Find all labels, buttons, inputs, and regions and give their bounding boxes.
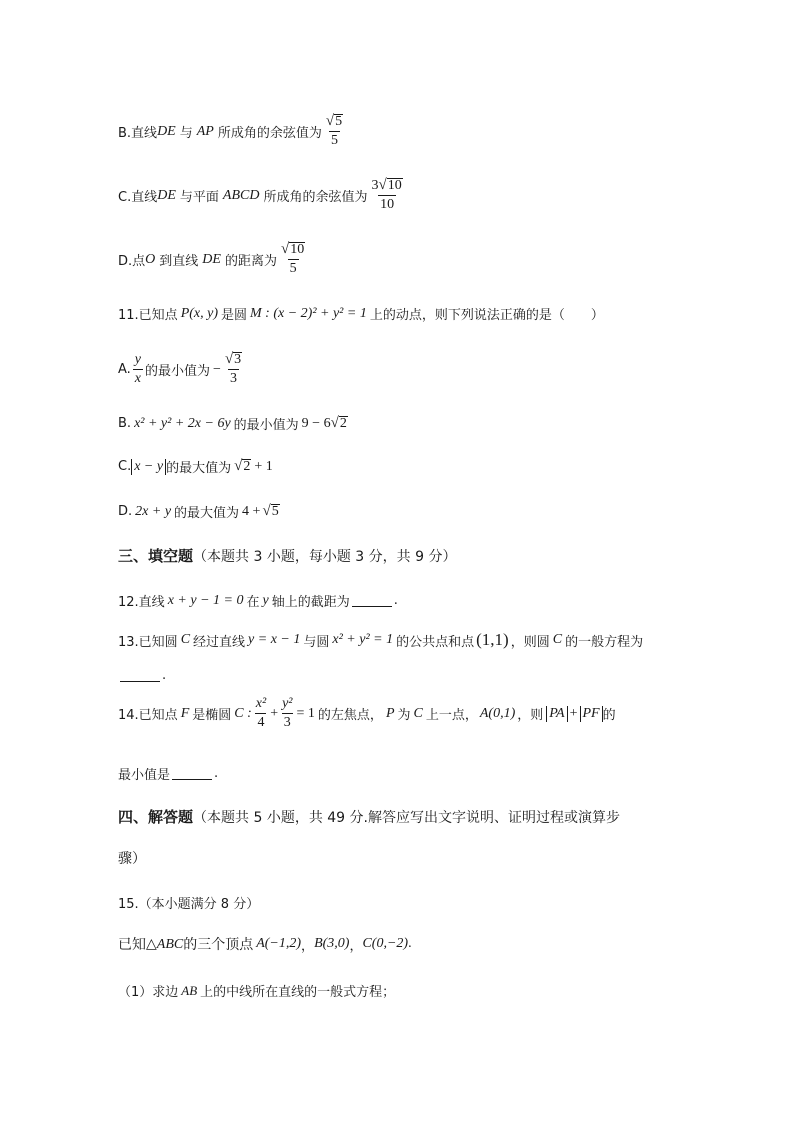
q11-option-a bbox=[118, 352, 246, 387]
line-ap: AP bbox=[196, 123, 214, 139]
denominator: 3 bbox=[283, 715, 291, 730]
option-label: B. bbox=[118, 416, 132, 431]
triangle-abc: △ABC bbox=[146, 936, 184, 952]
abs-pf: PF bbox=[580, 706, 603, 722]
option-b-text: 所成角的余弦值为 bbox=[217, 126, 322, 141]
plus-sign: + bbox=[270, 705, 279, 721]
vertex-c: C(0,−2) bbox=[362, 936, 409, 951]
line-de: DE bbox=[157, 123, 176, 139]
denominator: 10 bbox=[380, 197, 395, 212]
denominator: 5 bbox=[330, 133, 338, 148]
fraction-sqrt5-5: √ 5 5 bbox=[325, 113, 343, 148]
plane-abcd: ABCD bbox=[222, 187, 260, 203]
q14-mid4: 上一点， bbox=[425, 708, 478, 723]
point-p: P bbox=[385, 705, 395, 721]
q11-suffix: 上的动点，则下列说法正确的是（ ） bbox=[369, 308, 604, 323]
connector: 与平面 bbox=[179, 190, 219, 205]
option-d-label: D.点 bbox=[118, 254, 146, 269]
point-a: A(0,1) bbox=[479, 705, 516, 721]
circle-m-equation: M : (x − 2)² + y² = 1 bbox=[250, 305, 367, 321]
value-tail: + 1 bbox=[254, 458, 273, 474]
q14-line2: 最小值是 bbox=[118, 768, 171, 783]
fraction-sqrt10-5: √ 10 5 bbox=[280, 241, 305, 276]
q15-mid: 的三个顶点 bbox=[183, 937, 254, 953]
period: . bbox=[408, 936, 412, 951]
q14-prefix: 14.已知点 bbox=[118, 708, 178, 723]
period: . bbox=[214, 766, 219, 781]
section-note-cont: 骤） bbox=[118, 851, 146, 867]
comma: ， bbox=[301, 938, 315, 954]
option-text: 的最大值为 bbox=[166, 461, 232, 476]
numerator: x² bbox=[255, 696, 267, 711]
y-axis: y bbox=[262, 592, 269, 608]
plus-sign: + bbox=[569, 705, 578, 721]
option-text: 的最小值为 bbox=[233, 418, 299, 433]
q12-prefix: 12.直线 bbox=[118, 595, 165, 610]
q11-option-c: C. x − y 的最大值为 √ 2 + 1 bbox=[118, 457, 273, 476]
section-title: 四、解答题 bbox=[118, 808, 194, 826]
section-note: （本题共 3 小题，每小题 3 分，共 9 分） bbox=[193, 548, 457, 565]
denominator: 5 bbox=[289, 261, 297, 276]
option-text: 的最小值为 bbox=[145, 364, 211, 379]
option-b-label: B.直线 bbox=[118, 126, 158, 141]
denominator: 4 bbox=[257, 715, 265, 730]
q11-mid: 是圆 bbox=[221, 308, 248, 323]
numerator: y² bbox=[282, 696, 293, 711]
part-1-text: 上的中线所在直线的一般式方程； bbox=[200, 985, 396, 1000]
section-4-header bbox=[118, 806, 620, 827]
point-p: P(x, y) bbox=[180, 305, 218, 321]
period: . bbox=[162, 668, 167, 683]
connector: 与 bbox=[179, 126, 193, 141]
radicand: 2 bbox=[243, 458, 251, 474]
radicand: 5 bbox=[271, 503, 279, 519]
fraction-sqrt3-3: √ 3 3 bbox=[224, 351, 242, 386]
circle-c: C bbox=[180, 632, 191, 647]
equals-one: = 1 bbox=[296, 705, 315, 721]
q15-prefix: 已知 bbox=[118, 937, 146, 953]
section-4-header-line2 bbox=[118, 848, 146, 868]
vertex-a: A(−1,2) bbox=[256, 936, 302, 951]
option-c bbox=[118, 178, 407, 213]
radicand: 2 bbox=[339, 415, 347, 431]
question-14 bbox=[118, 696, 616, 731]
point-o: O bbox=[145, 251, 156, 267]
q11-prefix: 11.已知点 bbox=[118, 308, 178, 323]
q14-mid2: 的左焦点， bbox=[317, 708, 383, 723]
line-de: DE bbox=[202, 251, 221, 267]
section-title: 三、填空题 bbox=[118, 547, 194, 565]
q13-prefix: 13.已知圆 bbox=[118, 634, 178, 650]
fraction-3sqrt10-10: 3 √ 10 10 bbox=[371, 177, 402, 212]
section-3-header bbox=[118, 545, 456, 566]
question-11 bbox=[118, 304, 604, 323]
line-equation: x + y − 1 = 0 bbox=[167, 592, 244, 608]
point-f: F bbox=[180, 705, 190, 721]
side-ab: AB bbox=[181, 982, 198, 998]
q12-suffix: 轴上的截距为 bbox=[271, 595, 350, 610]
option-label: D. bbox=[118, 504, 133, 519]
radicand: 10 bbox=[387, 178, 402, 193]
q13-suffix: 的一般方程为 bbox=[565, 634, 644, 650]
expression: x² + y² + 2x − 6y bbox=[134, 415, 231, 431]
fraction-y2-3 bbox=[280, 696, 294, 731]
comma: ， bbox=[349, 938, 363, 954]
question-15 bbox=[118, 934, 412, 954]
expression: 2x + y bbox=[135, 503, 172, 519]
point-1-1: (1,1) bbox=[476, 630, 509, 649]
ellipse-c-ref: C bbox=[413, 705, 423, 721]
section-note: （本题共 5 小题，共 49 分.解答应写出文字说明、证明过程或演算步 bbox=[193, 809, 620, 826]
denominator: x bbox=[134, 371, 142, 386]
q14-mid5: ，则 bbox=[517, 708, 544, 723]
q12-mid: 在 bbox=[246, 595, 260, 610]
option-b bbox=[118, 114, 347, 149]
option-d-text: 的距离为 bbox=[224, 254, 277, 269]
vertex-b: B(3,0) bbox=[314, 936, 350, 951]
minus-sign: − bbox=[213, 361, 221, 377]
value: 4 + bbox=[242, 503, 261, 519]
denominator: 3 bbox=[230, 371, 238, 386]
radicand: 3 bbox=[234, 352, 242, 367]
option-d bbox=[118, 242, 309, 277]
q14-suffix: 的 bbox=[602, 708, 616, 723]
question-12 bbox=[118, 591, 398, 610]
q11-option-d: D. 2x + y 的最大值为 4 + √ 5 bbox=[118, 502, 279, 521]
question-15-part-1 bbox=[118, 981, 395, 1000]
question-14-line2 bbox=[118, 764, 218, 783]
answer-blank[interactable] bbox=[120, 669, 160, 682]
circle-c: C bbox=[552, 632, 563, 647]
value: 9 − 6 bbox=[301, 415, 331, 431]
connector: 到直线 bbox=[159, 254, 199, 269]
answer-blank[interactable] bbox=[172, 767, 212, 780]
question-15-head bbox=[118, 893, 259, 912]
ellipse-c: C : bbox=[234, 705, 252, 721]
option-c-label: C.直线 bbox=[118, 190, 158, 205]
question-13-line2 bbox=[118, 668, 166, 683]
period: . bbox=[393, 593, 398, 608]
line-de: DE bbox=[157, 187, 176, 203]
answer-blank[interactable] bbox=[352, 594, 392, 607]
q15-head: 15.（本小题满分 8 分） bbox=[118, 897, 260, 912]
option-c-text: 所成角的余弦值为 bbox=[263, 190, 368, 205]
numerator: y bbox=[134, 352, 142, 367]
question-13 bbox=[118, 630, 643, 650]
circle-equation: x² + y² = 1 bbox=[332, 632, 394, 647]
q14-mid3: 为 bbox=[397, 708, 411, 723]
fraction-x2-4 bbox=[254, 696, 268, 731]
part-1-prefix: （1）求边 bbox=[118, 985, 179, 1000]
q11-option-b: B. x² + y² + 2x − 6y 的最小值为 9 − 6 √ 2 bbox=[118, 414, 347, 433]
q14-mid1: 是椭圆 bbox=[192, 708, 232, 723]
abs-pa: PA bbox=[546, 706, 567, 722]
line-equation: y = x − 1 bbox=[248, 632, 301, 647]
q13-mid3: 的公共点和点 bbox=[396, 634, 475, 650]
option-label: C. bbox=[118, 459, 132, 474]
abs-expression: x − y bbox=[131, 459, 166, 475]
coefficient: 3 bbox=[371, 178, 379, 193]
q13-mid1: 经过直线 bbox=[193, 634, 246, 650]
q13-mid4: ，则圆 bbox=[510, 634, 550, 650]
fraction-y-x bbox=[133, 352, 143, 387]
radicand: 10 bbox=[290, 242, 305, 257]
q13-mid2: 与圆 bbox=[303, 634, 330, 650]
option-text: 的最大值为 bbox=[174, 506, 240, 521]
option-label: A. bbox=[118, 362, 131, 377]
radicand: 5 bbox=[335, 114, 343, 129]
